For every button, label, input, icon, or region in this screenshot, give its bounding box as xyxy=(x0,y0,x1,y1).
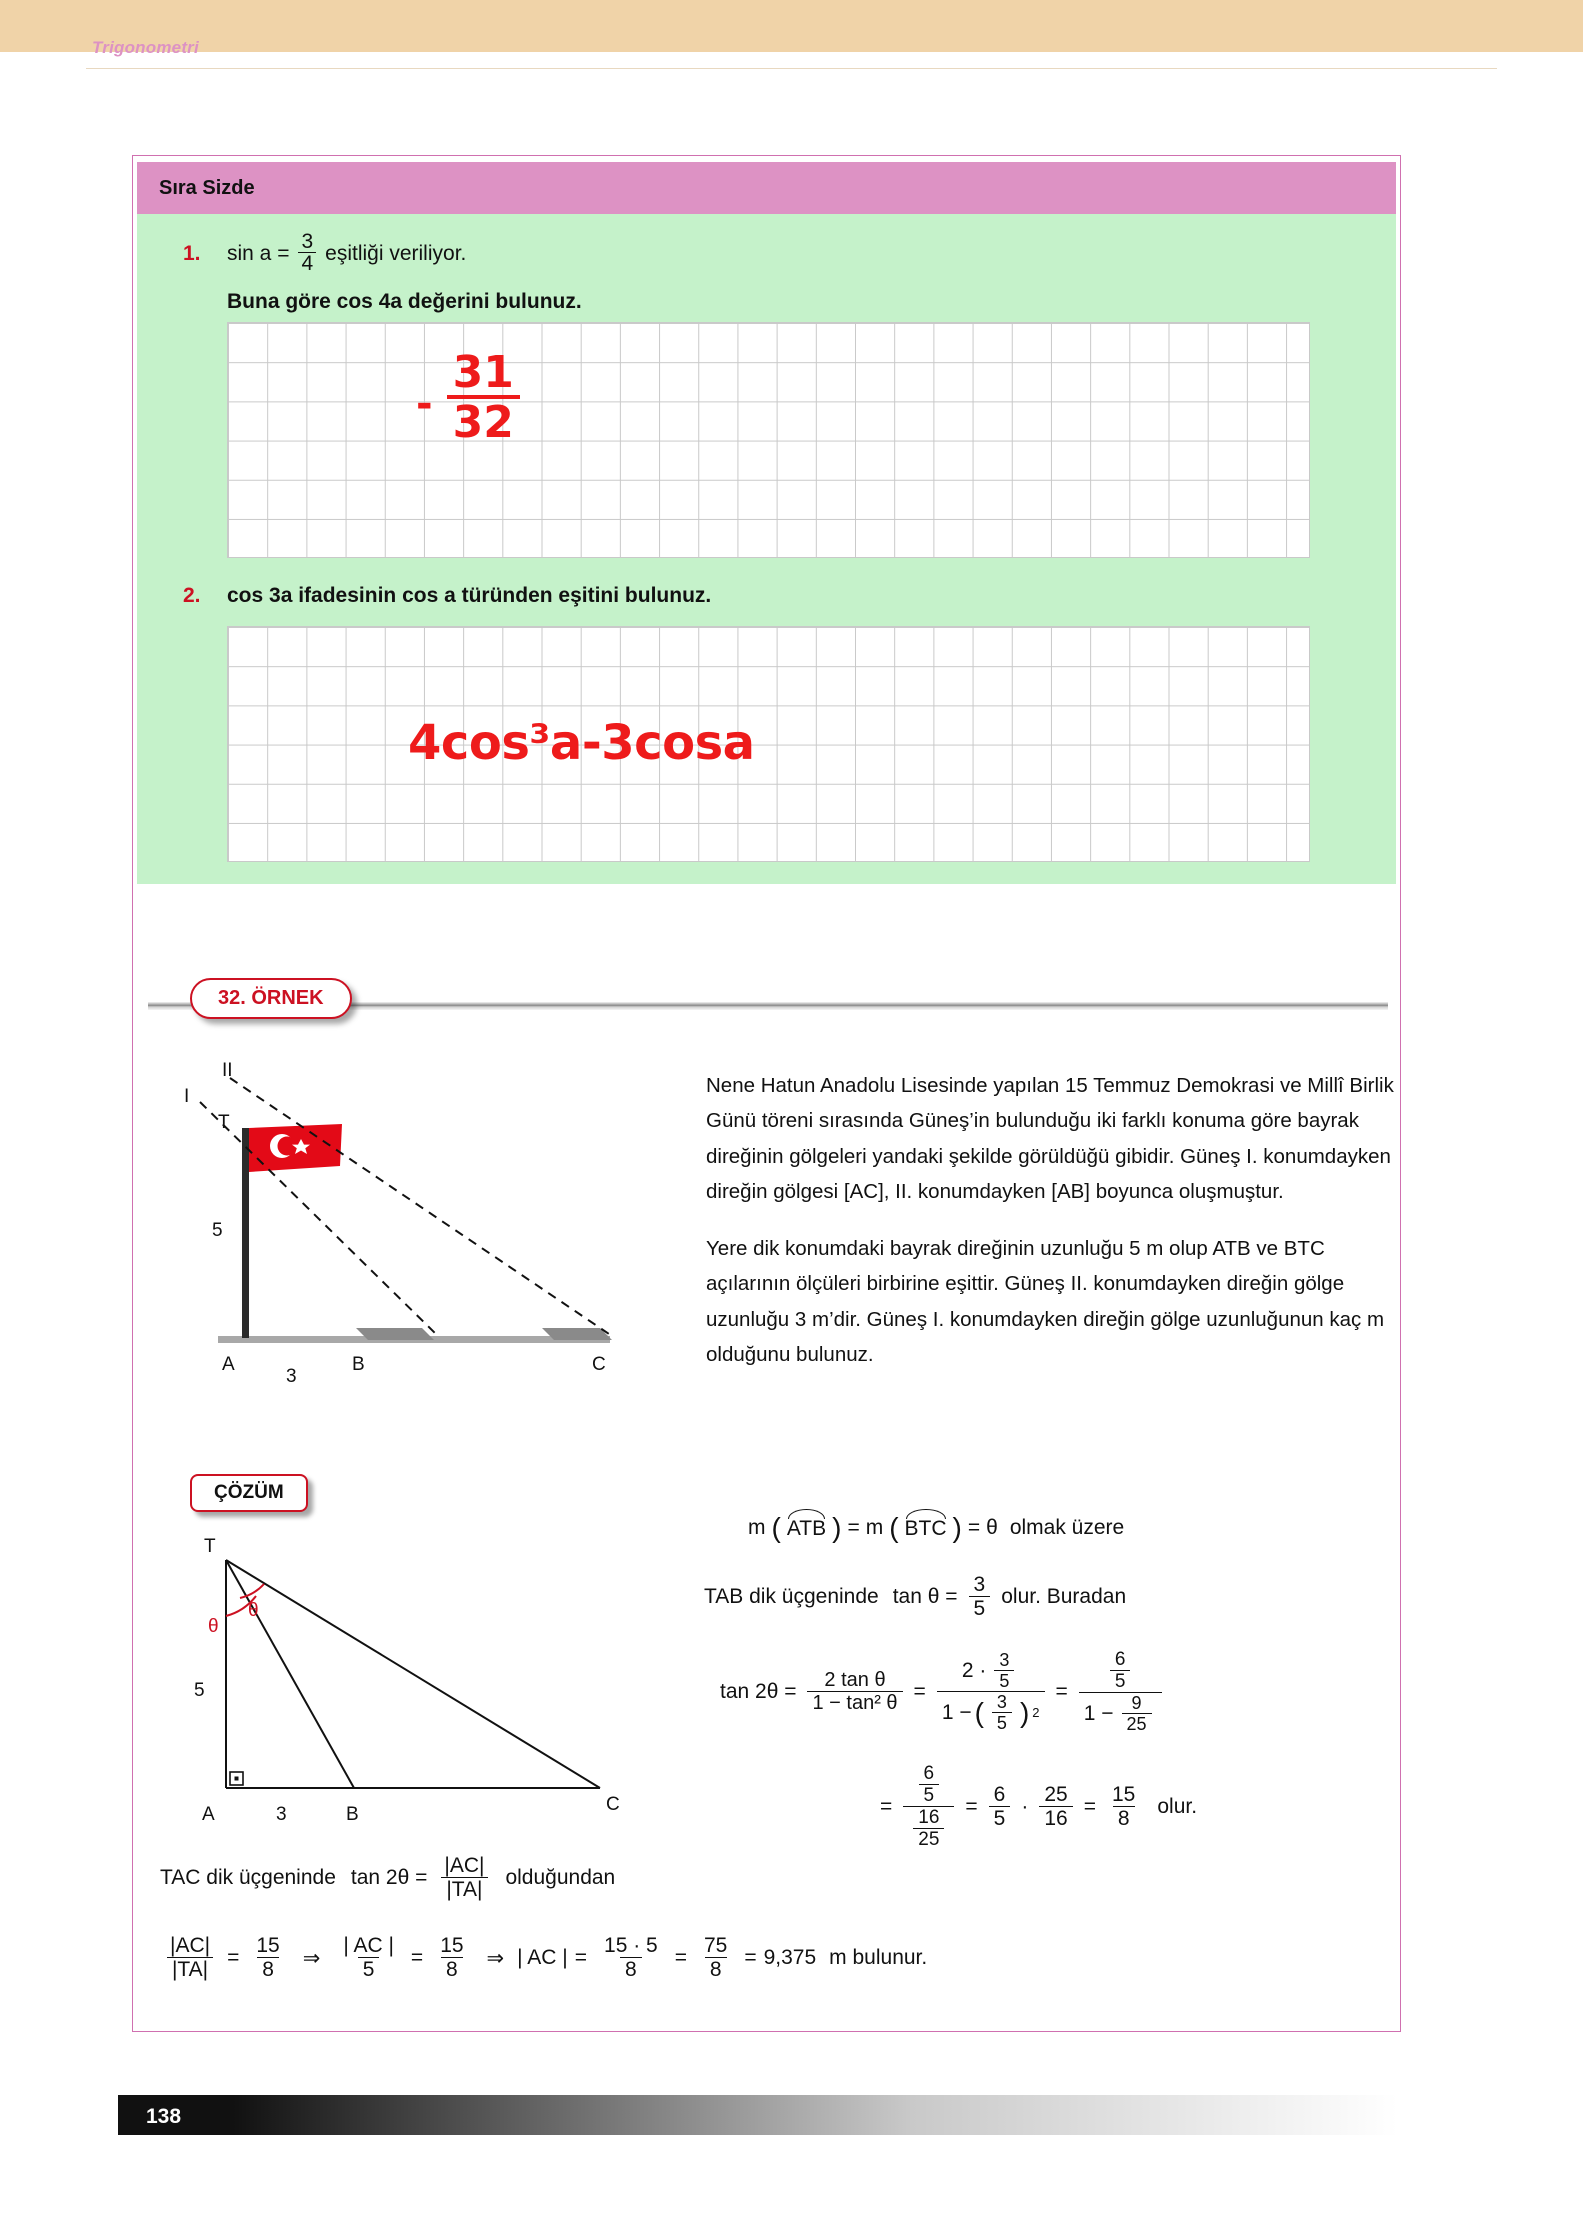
line-6-abs-ac: | AC | xyxy=(517,1946,568,1970)
line-5-tan: tan 2θ = xyxy=(350,1866,428,1890)
simp-den-frac-d: 25 xyxy=(1122,1713,1152,1734)
fraction-numerator: 3 xyxy=(301,230,314,253)
question-1-fraction xyxy=(298,231,316,275)
line-6-frac-3 xyxy=(338,1935,399,1981)
open-paren-1: ( xyxy=(771,1512,781,1543)
line-6-frac-1 xyxy=(165,1935,215,1981)
complex-bottom-d: 25 xyxy=(913,1828,944,1850)
line-6-implies-1: ⇒ xyxy=(302,1946,321,1970)
flagpole-shadow-figure xyxy=(160,1040,680,1410)
line-6-frac-4 xyxy=(435,1935,468,1981)
answer-grid-1[interactable] xyxy=(227,322,1310,558)
substituted-denominator xyxy=(937,1691,1045,1733)
page-number: 138 xyxy=(146,2105,182,2128)
label-base-3b: 3 xyxy=(276,1804,287,1825)
line-6-frac-5 xyxy=(599,1935,663,1981)
line-4-frac-a-n: 6 xyxy=(993,1782,1006,1806)
line-4-frac-a xyxy=(989,1784,1011,1830)
question-1-number: 1. xyxy=(183,241,201,265)
line-2-tail: olur. Buradan xyxy=(1001,1585,1127,1609)
complex-fraction-bottom xyxy=(903,1806,954,1850)
line-4-frac-b xyxy=(1039,1784,1072,1830)
line-6-equals-1: = xyxy=(227,1946,240,1970)
simplified-numerator xyxy=(1100,1650,1141,1692)
line-4-frac-b-d: 16 xyxy=(1039,1806,1072,1830)
line-2-tan: tan θ = xyxy=(892,1585,958,1609)
answer-1-denominator: 32 xyxy=(447,395,520,445)
solution-line-6 xyxy=(160,1935,1390,1981)
tan-formula-numerator: 2 tan θ xyxy=(824,1668,886,1691)
sun-ray-II xyxy=(230,1078,612,1336)
line-6-frac-6-n: 75 xyxy=(703,1934,728,1958)
line-6-result: 9,375 xyxy=(763,1946,817,1970)
sub-num-frac-n: 3 xyxy=(999,1650,1010,1671)
segment-TC xyxy=(226,1560,600,1788)
line-3-equals-1: = xyxy=(913,1679,926,1703)
sub-den-close-paren: ) xyxy=(1019,1697,1030,1729)
question-1-row xyxy=(137,232,1396,276)
question-1-instruction: Buna göre cos 4a değerini bulunuz. xyxy=(227,289,582,313)
line-6-frac-6 xyxy=(699,1935,732,1981)
line-4-equals-1: = xyxy=(965,1794,978,1818)
problem-statement xyxy=(706,1068,1406,1394)
problem-paragraph-1: Nene Hatun Anadolu Lisesinde yapılan 15 Temmuz Demokrasi ve Millî Birlik Günü töreni sırasında Güneş’in bulunduğu iki farklı konuma göre bayrak direğinin gölgeleri yandaki şekilde görüldüğü gibidir. Güneş I. konumdayken direğin gölgesi [AC], II. konumdayken [AB] boyunca oluşmuştur. xyxy=(706,1074,1394,1203)
sub-den-open-paren: ( xyxy=(974,1697,984,1729)
line-6-frac-3-d: 5 xyxy=(358,1957,380,1981)
sub-num-frac-d: 5 xyxy=(994,1670,1014,1691)
top-color-band xyxy=(0,0,1583,52)
line-6-equals-5: = xyxy=(744,1946,757,1970)
question-1-tail: eşitliği veriliyor. xyxy=(325,241,467,265)
label-T: T xyxy=(218,1112,230,1133)
sub-den-exponent: 2 xyxy=(1032,1704,1040,1720)
solution-final-block xyxy=(160,1855,1390,2015)
solution-math-column xyxy=(700,1512,1390,1880)
sub-num-coef: 2 · xyxy=(961,1659,987,1682)
footer-bar xyxy=(118,2095,1398,2135)
line-6-frac-2 xyxy=(251,1935,284,1981)
line-6-frac-5-n: 15 · 5 xyxy=(604,1934,658,1958)
header-divider xyxy=(86,68,1497,69)
line-4-dot: · xyxy=(1021,1794,1029,1818)
simp-den-frac xyxy=(1122,1694,1152,1734)
line-4-frac-c-d: 8 xyxy=(1113,1806,1135,1830)
complex-top-frac xyxy=(919,1764,940,1806)
theta-symbol-1: θ xyxy=(986,1516,998,1539)
line-6-implies-2: ⇒ xyxy=(486,1946,505,1970)
solution-line-4 xyxy=(700,1764,1390,1850)
sira-sizde-title: Sıra Sizde xyxy=(159,176,255,199)
tan-formula-denominator: 1 − tan² θ xyxy=(807,1691,902,1714)
label-theta-1: θ xyxy=(208,1616,219,1637)
line-6-equals-2: = xyxy=(410,1946,424,1970)
subject-title: Trigonometri xyxy=(92,38,199,57)
equals-2: = xyxy=(967,1516,981,1539)
line-6-unit: m bulunur. xyxy=(829,1946,928,1970)
label-B: B xyxy=(352,1354,365,1375)
shadow-patch-b xyxy=(356,1328,434,1340)
line-6-frac-4-n: 15 xyxy=(440,1934,464,1958)
label-A2: A xyxy=(202,1804,215,1825)
tan-double-formula xyxy=(807,1670,902,1714)
substituted-numerator xyxy=(957,1651,1025,1691)
solution-line-1 xyxy=(700,1512,1390,1544)
line-6-frac-4-d: 8 xyxy=(441,1957,463,1981)
line-4-frac-b-n: 25 xyxy=(1044,1782,1068,1806)
complex-top-d: 5 xyxy=(919,1784,940,1806)
solution-line-3 xyxy=(700,1650,1390,1734)
question-1-lead: sin a = xyxy=(227,241,290,265)
complex-fraction-top xyxy=(909,1764,950,1806)
open-paren-2: ( xyxy=(889,1512,899,1543)
close-paren-2: ) xyxy=(952,1512,962,1543)
solution-badge: ÇÖZÜM xyxy=(190,1474,308,1512)
line-6-frac-2-d: 8 xyxy=(257,1957,279,1981)
line-2-denominator: 5 xyxy=(969,1596,991,1620)
sira-sizde-section xyxy=(137,162,1396,884)
label-C: C xyxy=(592,1354,606,1375)
answer-2-handwritten: 4cos³a-3cosa xyxy=(408,714,755,771)
line-6-frac-3-n: | AC | xyxy=(343,1934,394,1958)
line-5-lead: TAC dik üçgeninde xyxy=(160,1866,336,1890)
line-2-fraction xyxy=(969,1574,991,1620)
simp-num-frac xyxy=(1110,1650,1131,1692)
label-height-5b: 5 xyxy=(194,1680,205,1701)
label-T2: T xyxy=(204,1536,216,1557)
line-6-equals-3: = xyxy=(574,1946,588,1970)
line-6-frac-5-d: 8 xyxy=(620,1957,642,1981)
fraction-denominator: 4 xyxy=(298,252,316,274)
line-1-tail: olmak üzere xyxy=(1009,1516,1125,1539)
line-2-numerator: 3 xyxy=(973,1573,986,1596)
simplified-fraction xyxy=(1079,1650,1162,1734)
answer-grid-2[interactable] xyxy=(227,626,1310,862)
label-C2: C xyxy=(606,1794,620,1815)
line-5-tail: olduğundan xyxy=(505,1866,616,1890)
label-theta-2: θ xyxy=(248,1600,259,1621)
right-angle-dot xyxy=(235,1777,239,1781)
complex-bottom-n: 16 xyxy=(918,1806,940,1828)
line-4-frac-c-n: 15 xyxy=(1111,1782,1136,1806)
label-I: I xyxy=(184,1086,190,1107)
segment-TB xyxy=(226,1560,354,1788)
simp-den-frac-n: 9 xyxy=(1131,1692,1142,1713)
label-height-5: 5 xyxy=(212,1220,223,1241)
example-badge: 32. ÖRNEK xyxy=(190,978,352,1019)
sub-den-frac-n: 3 xyxy=(996,1691,1007,1712)
answer-1-numerator: 31 xyxy=(452,346,514,398)
line-4-equals-0: = xyxy=(880,1794,893,1818)
sub-num-frac xyxy=(994,1651,1014,1691)
flag-pole xyxy=(242,1128,249,1338)
label-A: A xyxy=(222,1354,235,1375)
label-base-3: 3 xyxy=(286,1366,297,1387)
complex-bottom-frac xyxy=(913,1808,944,1850)
sub-den-frac-d: 5 xyxy=(992,1712,1012,1733)
line-4-frac-c xyxy=(1107,1784,1140,1830)
line-6-equals-4: = xyxy=(674,1946,687,1970)
equals-1: = xyxy=(847,1516,860,1539)
label-B2: B xyxy=(346,1804,359,1825)
line-3-lhs: tan 2θ = xyxy=(720,1679,797,1703)
complex-fraction xyxy=(903,1764,954,1850)
line-4-equals-2: = xyxy=(1083,1794,1096,1818)
line-2-lead: TAB dik üçgeninde xyxy=(704,1585,879,1609)
simplified-denominator xyxy=(1079,1692,1162,1734)
answer-1-handwritten xyxy=(416,346,520,448)
line-5-denominator: |TA| xyxy=(441,1877,487,1901)
close-paren-1: ) xyxy=(832,1512,842,1543)
substituted-fraction xyxy=(937,1651,1045,1733)
solution-triangle-figure xyxy=(160,1520,680,1850)
line-6-frac-1-d: |TA| xyxy=(167,1957,213,1981)
line-6-frac-2-n: 15 xyxy=(256,1934,280,1958)
question-2-number: 2. xyxy=(183,583,201,607)
line-6-frac-6-d: 8 xyxy=(705,1957,727,1981)
line-6-frac-1-n: |AC| xyxy=(170,1934,211,1958)
line-5-numerator: |AC| xyxy=(444,1854,485,1877)
answer-1-fraction xyxy=(447,346,520,448)
answer-1-minus-sign: - xyxy=(416,380,433,427)
m-function-1: m xyxy=(748,1516,766,1539)
line-4-frac-a-d: 5 xyxy=(989,1806,1011,1830)
angle-BTC: BTC xyxy=(904,1517,947,1540)
sub-den-lead: 1 − xyxy=(941,1700,972,1724)
solution-line-2 xyxy=(700,1574,1390,1620)
sira-sizde-body xyxy=(137,214,1396,884)
m-function-2: m xyxy=(865,1516,884,1539)
line-3-equals-2: = xyxy=(1055,1679,1068,1703)
question-1-text xyxy=(227,232,466,276)
line-4-tail: olur. xyxy=(1157,1794,1198,1818)
line-5-fraction xyxy=(439,1855,489,1901)
sira-sizde-header xyxy=(137,162,1396,214)
simp-den-lead: 1 − xyxy=(1083,1701,1114,1725)
label-II: II xyxy=(222,1060,233,1081)
solution-line-5 xyxy=(160,1855,1390,1901)
simp-num-frac-d: 5 xyxy=(1110,1670,1131,1692)
complex-top-n: 6 xyxy=(923,1762,935,1784)
question-2-row xyxy=(137,584,1396,608)
problem-paragraph-2: Yere dik konumdaki bayrak direğinin uzunluğu 5 m olup ATB ve BTC açılarının ölçüleri birbirine eşittir. Güneş II. konumdayken direğin gölge uzunluğu 3 m’dir. Güneş I. konumdayken direğin gölge uzunluğunun kaç m olduğunu bulunuz. xyxy=(706,1237,1385,1366)
sub-den-frac xyxy=(992,1693,1012,1733)
angle-ATB: ATB xyxy=(786,1517,827,1540)
simp-num-frac-n: 6 xyxy=(1114,1649,1126,1671)
question-2-text: cos 3a ifadesinin cos a türünden eşitini bulunuz. xyxy=(227,583,712,607)
